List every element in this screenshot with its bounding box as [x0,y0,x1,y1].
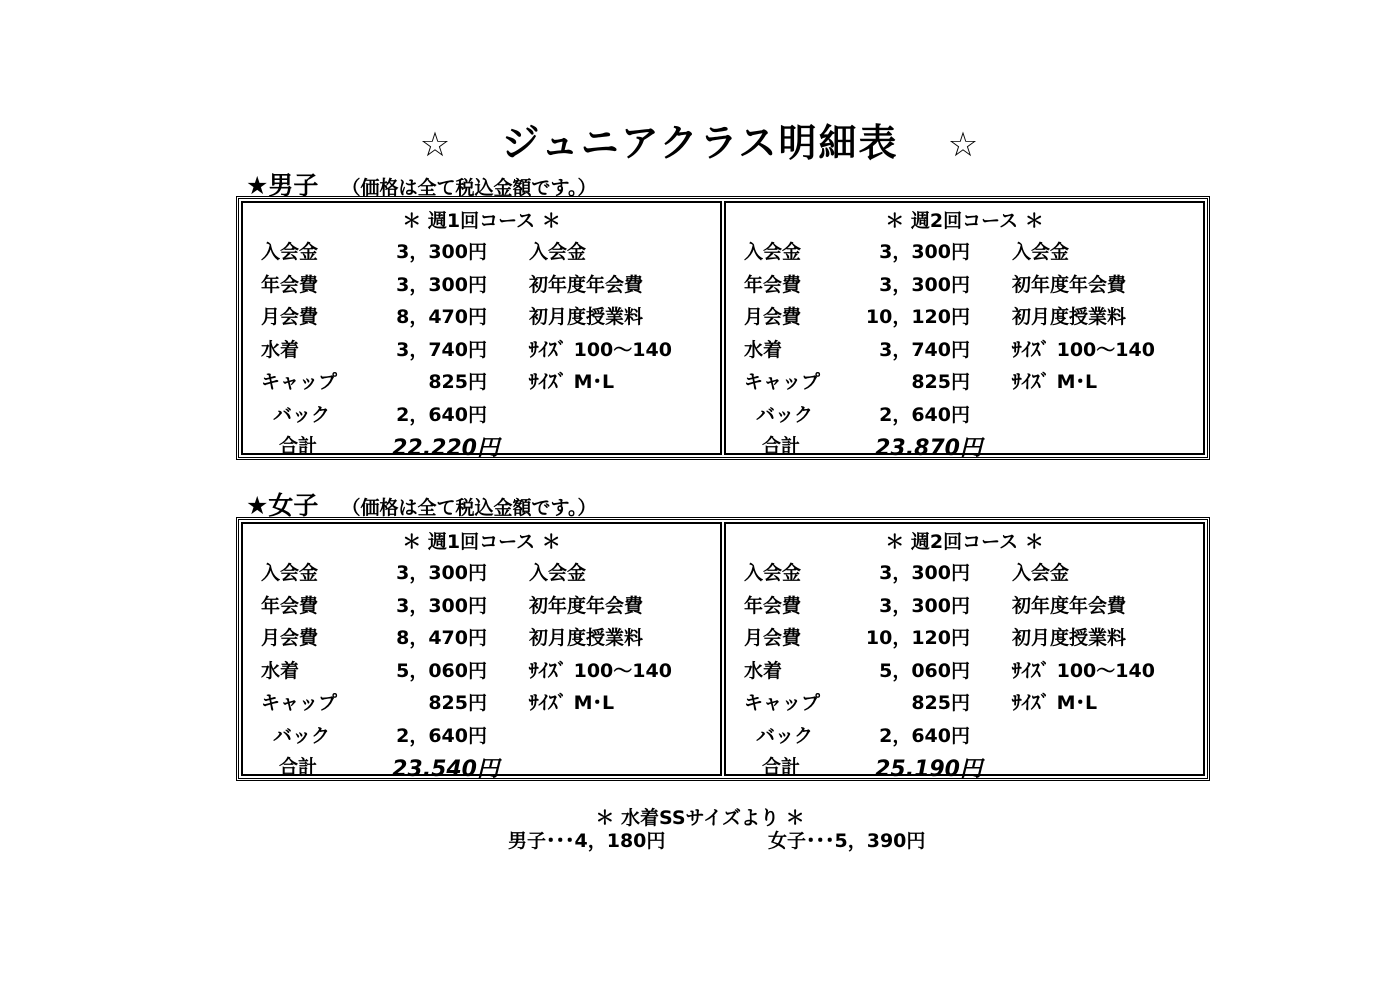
course-panel-boys-weekly-2 [724,201,1205,461]
swimsuit-ss-heading: ＊ 水着SSサイズより ＊ [595,807,805,829]
fee-amount: 2，640円 [396,725,487,747]
fee-row [243,558,720,588]
fee-row [726,237,1203,267]
total-amount: 22.220円 [392,436,499,461]
total-label: 合計 [762,435,801,457]
fee-remark: 初月度授業料 [1012,627,1127,649]
fee-name: 月会費 [261,306,319,328]
fee-name: キャップ [744,692,821,714]
fee-amount: 10，120円 [865,306,970,328]
course-panel-girls-weekly-2 [724,522,1205,782]
total-label: 合計 [279,435,318,457]
fee-amount: 3，300円 [879,274,970,296]
fee-remark: 初年度年会費 [529,274,644,296]
fee-amount: 3，300円 [879,241,970,263]
fee-amount: 8，470円 [396,306,487,328]
fee-remark: 入会金 [1012,241,1070,263]
fee-remark: 入会金 [1012,562,1070,584]
course-title: ＊ 週2回コース ＊ [885,531,1044,553]
fee-amount: 2，640円 [879,725,970,747]
fee-name: 入会金 [261,562,319,584]
fee-remark: 初年度年会費 [529,595,644,617]
total-row [243,752,720,782]
fee-name: キャップ [744,371,821,393]
fee-amount: 10，120円 [865,627,970,649]
fee-amount: 3，300円 [396,241,487,263]
total-row [243,431,720,461]
total-label: 合計 [279,756,318,778]
tax-note: （価格は全て税込金額です。） [341,497,597,519]
fee-remark: ｻｲｽﾞ 100～140 [1012,660,1155,682]
price-table-girls [236,517,1210,781]
fee-name: 入会金 [744,562,802,584]
course-title: ＊ 週2回コース ＊ [885,210,1044,232]
fee-row [243,302,720,332]
total-amount: 23.870円 [875,436,982,461]
fee-row [243,688,720,718]
fee-remark: 初月度授業料 [1012,306,1127,328]
fee-amount: 825円 [428,692,487,714]
fee-name: 月会費 [744,306,802,328]
total-amount: 23.540円 [392,757,499,782]
fee-amount: 3，300円 [396,562,487,584]
fee-name: 月会費 [744,627,802,649]
fee-amount: 5，060円 [396,660,487,682]
swimsuit-ss-boys-price: 男子･･･4，180円 [508,830,666,852]
fee-row [726,367,1203,397]
fee-row [726,688,1203,718]
fee-name: 月会費 [261,627,319,649]
fee-remark: ｻｲｽﾞ M･L [529,692,615,714]
fee-row [726,721,1203,751]
fee-remark: 入会金 [529,562,587,584]
fee-row [243,237,720,267]
fee-name: 入会金 [261,241,319,263]
fee-name: 入会金 [744,241,802,263]
fee-name: バック [756,404,814,426]
swimsuit-ss-girls-price: 女子･･･5，390円 [768,830,926,852]
price-table-boys [236,196,1210,460]
fee-row [243,335,720,365]
fee-remark: 入会金 [529,241,587,263]
fee-name: 年会費 [744,274,802,296]
fee-amount: 825円 [911,692,970,714]
fee-amount: 2，640円 [879,404,970,426]
fee-name: バック [273,404,331,426]
fee-row [726,656,1203,686]
fee-remark: ｻｲｽﾞ 100～140 [529,339,672,361]
fee-row [243,270,720,300]
star-outline-icon-right: ☆ [947,125,981,165]
fee-name: 水着 [744,660,783,682]
fee-name: 年会費 [261,595,319,617]
course-title: ＊ 週1回コース ＊ [402,531,561,553]
fee-amount: 825円 [911,371,970,393]
fee-name: 水着 [744,339,783,361]
fee-row [726,335,1203,365]
fee-row [243,367,720,397]
fee-row [726,591,1203,621]
fee-remark: 初年度年会費 [1012,595,1127,617]
total-label: 合計 [762,756,801,778]
section-header-girls [246,486,597,520]
tax-note: （価格は全て税込金額です。） [341,177,597,199]
fee-row [726,558,1203,588]
fee-amount: 3，740円 [879,339,970,361]
course-panel-boys-weekly-1 [241,201,722,461]
fee-name: 水着 [261,339,300,361]
section-label: ★女子 [246,491,319,520]
fee-name: バック [273,725,331,747]
fee-amount: 3，300円 [396,595,487,617]
page-title [0,112,1400,167]
fee-remark: ｻｲｽﾞ M･L [1012,692,1098,714]
course-title: ＊ 週1回コース ＊ [402,210,561,232]
total-row [726,752,1203,782]
section-label: ★男子 [246,171,319,200]
fee-name: バック [756,725,814,747]
fee-remark: ｻｲｽﾞ M･L [1012,371,1098,393]
fee-remark: ｻｲｽﾞ 100～140 [1012,339,1155,361]
fee-remark: 初月度授業料 [529,627,644,649]
fee-name: キャップ [261,692,338,714]
fee-remark: ｻｲｽﾞ M･L [529,371,615,393]
fee-amount: 5，060円 [879,660,970,682]
fee-row [243,656,720,686]
fee-name: 年会費 [261,274,319,296]
fee-remark: 初年度年会費 [1012,274,1127,296]
fee-row [726,623,1203,653]
fee-name: 年会費 [744,595,802,617]
fee-amount: 3，740円 [396,339,487,361]
fee-row [726,302,1203,332]
fee-amount: 8，470円 [396,627,487,649]
fee-amount: 3，300円 [879,595,970,617]
total-amount: 25.190円 [875,757,982,782]
fee-row [726,400,1203,430]
fee-row [243,400,720,430]
total-row [726,431,1203,461]
page-title-text: ジュニアクラス明細表 [501,121,899,165]
fee-amount: 3，300円 [396,274,487,296]
fee-remark: ｻｲｽﾞ 100～140 [529,660,672,682]
fee-name: キャップ [261,371,338,393]
star-outline-icon-left: ☆ [419,125,453,165]
fee-remark: 初月度授業料 [529,306,644,328]
section-header-boys [246,166,597,200]
fee-row [243,721,720,751]
fee-row [243,591,720,621]
fee-row [726,270,1203,300]
fee-amount: 825円 [428,371,487,393]
fee-name: 水着 [261,660,300,682]
fee-amount: 2，640円 [396,404,487,426]
fee-amount: 3，300円 [879,562,970,584]
fee-row [243,623,720,653]
course-panel-girls-weekly-1 [241,522,722,782]
